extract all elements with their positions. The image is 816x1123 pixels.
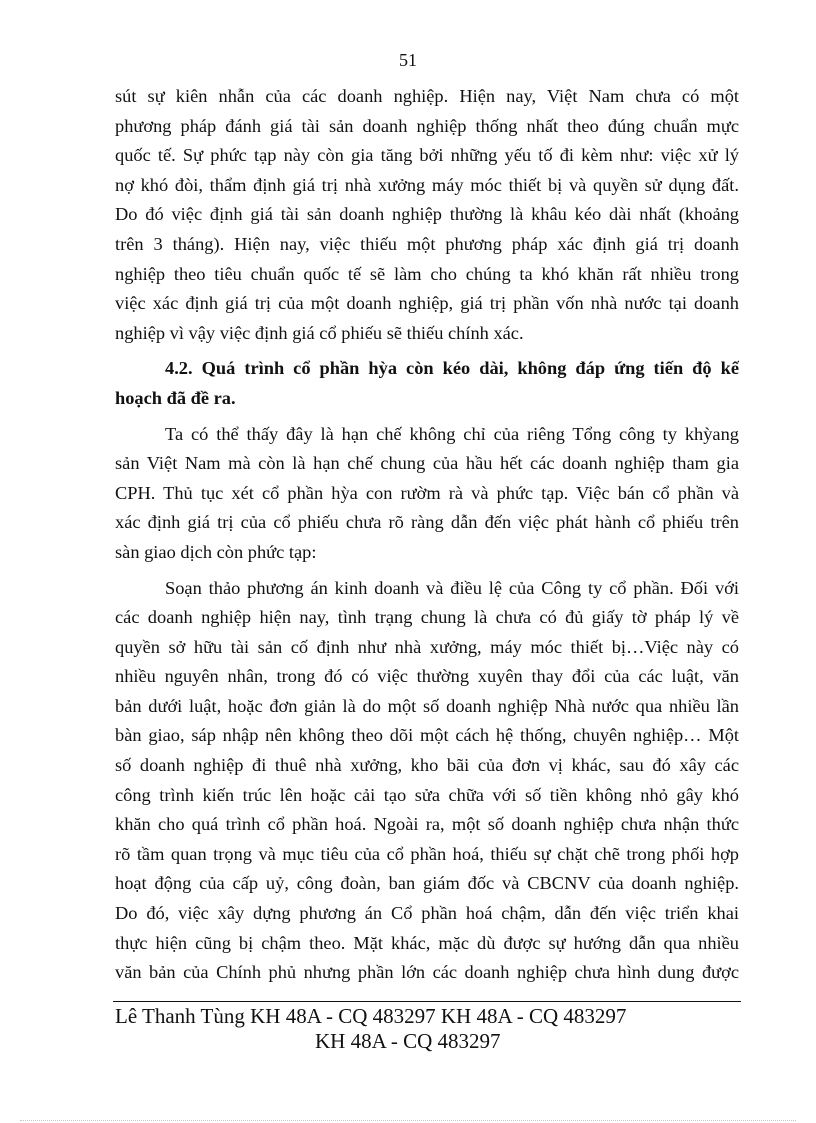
text-line: số doanh nghiệp đi thuê nhà xưởng, kho bãi của đơn vị khác, sau đó xây các [115,755,739,776]
text-line: sút sự kiên nhẫn của các doanh nghiệp. Hiện nay, Việt Nam chưa có một [115,86,739,106]
heading-line: hoạch đã đề ra. [115,387,236,408]
paragraph-1 [115,82,739,348]
text-line: trên 3 tháng). Hiện nay, việc thiếu một phương pháp xác định giá trị doanh [115,233,739,254]
text-line: nghiệp vì vậy việc định giá cổ phiếu sẽ thiếu chính xác. [115,322,524,343]
footer-line-2: KH 48A - CQ 483297 [315,1029,501,1053]
text-line: rõ tầm quan trọng và mục tiêu của cổ phần hoá, thiếu sự chặt chẽ trong phối hợp [115,843,739,864]
text-line: thực hiện cũng bị chậm theo. Mặt khác, mặc dù được sự hướng dẫn qua nhiều [115,932,739,953]
document-body [115,82,739,988]
heading-line: 4.2. Quá trình cổ phần hỳa còn kéo dài, không đáp ứng tiến độ kế [165,358,739,379]
text-line: công trình kiến trúc lên hoặc cải tạo sửa chữa với số tiền không nhỏ gây khó [115,784,739,805]
text-line: quốc tế. Sự phức tạp này còn gia tăng bởi những yếu tố đi kèm như: việc xử lý [115,145,739,166]
text-line: phương pháp đánh giá tài sản doanh nghiệp thống nhất theo đúng chuẩn mực [115,115,739,136]
text-line: nghiệp theo tiêu chuẩn quốc tế sẽ làm cho chúng ta khó khăn rất nhiều trong [115,263,739,284]
text-line: Do đó, việc xây dựng phương án Cổ phần hoá chậm, dẫn đến việc triển khai [115,903,739,924]
section-heading [115,354,739,413]
page-edge-divider [20,1120,796,1121]
text-line: bản dưới luật, hoặc đơn giản là do một số doanh nghiệp Nhà nước qua nhiều lần [115,695,739,716]
text-line: hoạt động của cấp uỷ, công đoàn, ban giám đốc và CBCNV của doanh nghiệp. [115,873,739,894]
text-line: văn bản của Chính phủ nhưng phần lớn các doanh nghiệp chưa hình dung được [115,962,739,983]
footer-divider [113,1001,741,1002]
text-line: các doanh nghiệp hiện nay, tình trạng chung là chưa có đủ giấy tờ pháp lý về [115,607,739,628]
text-line: sản Việt Nam mà còn là hạn chế chung của hầu hết các doanh nghiệp tham gia [115,453,739,474]
text-line: Soạn thảo phương án kinh doanh và điều lệ của Công ty cổ phần. Đối với [165,577,739,598]
text-line: Ta có thể thấy đây là hạn chế không chỉ của riêng Tổng công ty khỳang [165,423,739,444]
page-footer [115,1004,739,1054]
text-line: bàn giao, sáp nhập nên không theo dõi một cách hệ thống, chuyên nghiệp… Một [115,725,739,746]
paragraph-2 [115,420,739,568]
text-line: khăn cho quá trình cổ phần hoá. Ngoài ra, một số doanh nghiệp chưa nhận thức [115,814,739,835]
text-line: quyền sở hữu tài sản cố định như nhà xưởng, máy móc thiết bị…Việc này có [115,636,739,657]
text-line: Do đó việc định giá tài sản doanh nghiệp thường là khâu kéo dài nhất (khoảng [115,204,739,225]
text-line: nợ khó đòi, thẩm định giá trị nhà xưởng máy móc thiết bị và quyền sử dụng đất. [115,174,739,195]
text-line: nhiều nguyên nhân, trong đó có việc thường xuyên thay đổi của các luật, văn [115,666,739,687]
text-line: sàn giao dịch còn phức tạp: [115,541,317,562]
text-line: xác định giá trị của cổ phiếu chưa rõ ràng dẫn đến việc phát hành cổ phiếu trên [115,512,739,533]
footer-line-1: Lê Thanh Tùng KH 48A - CQ 483297 KH 48A - CQ 483297 [115,1004,627,1028]
page-number: 51 [399,50,417,70]
paragraph-3 [115,574,739,988]
text-line: việc xác định giá trị của một doanh nghiệp, giá trị phần vốn nhà nước tại doanh [115,293,739,314]
text-line: CPH. Thủ tục xét cổ phần hỳa con rườm rà và phức tạp. Việc bán cổ phần và [115,482,739,503]
